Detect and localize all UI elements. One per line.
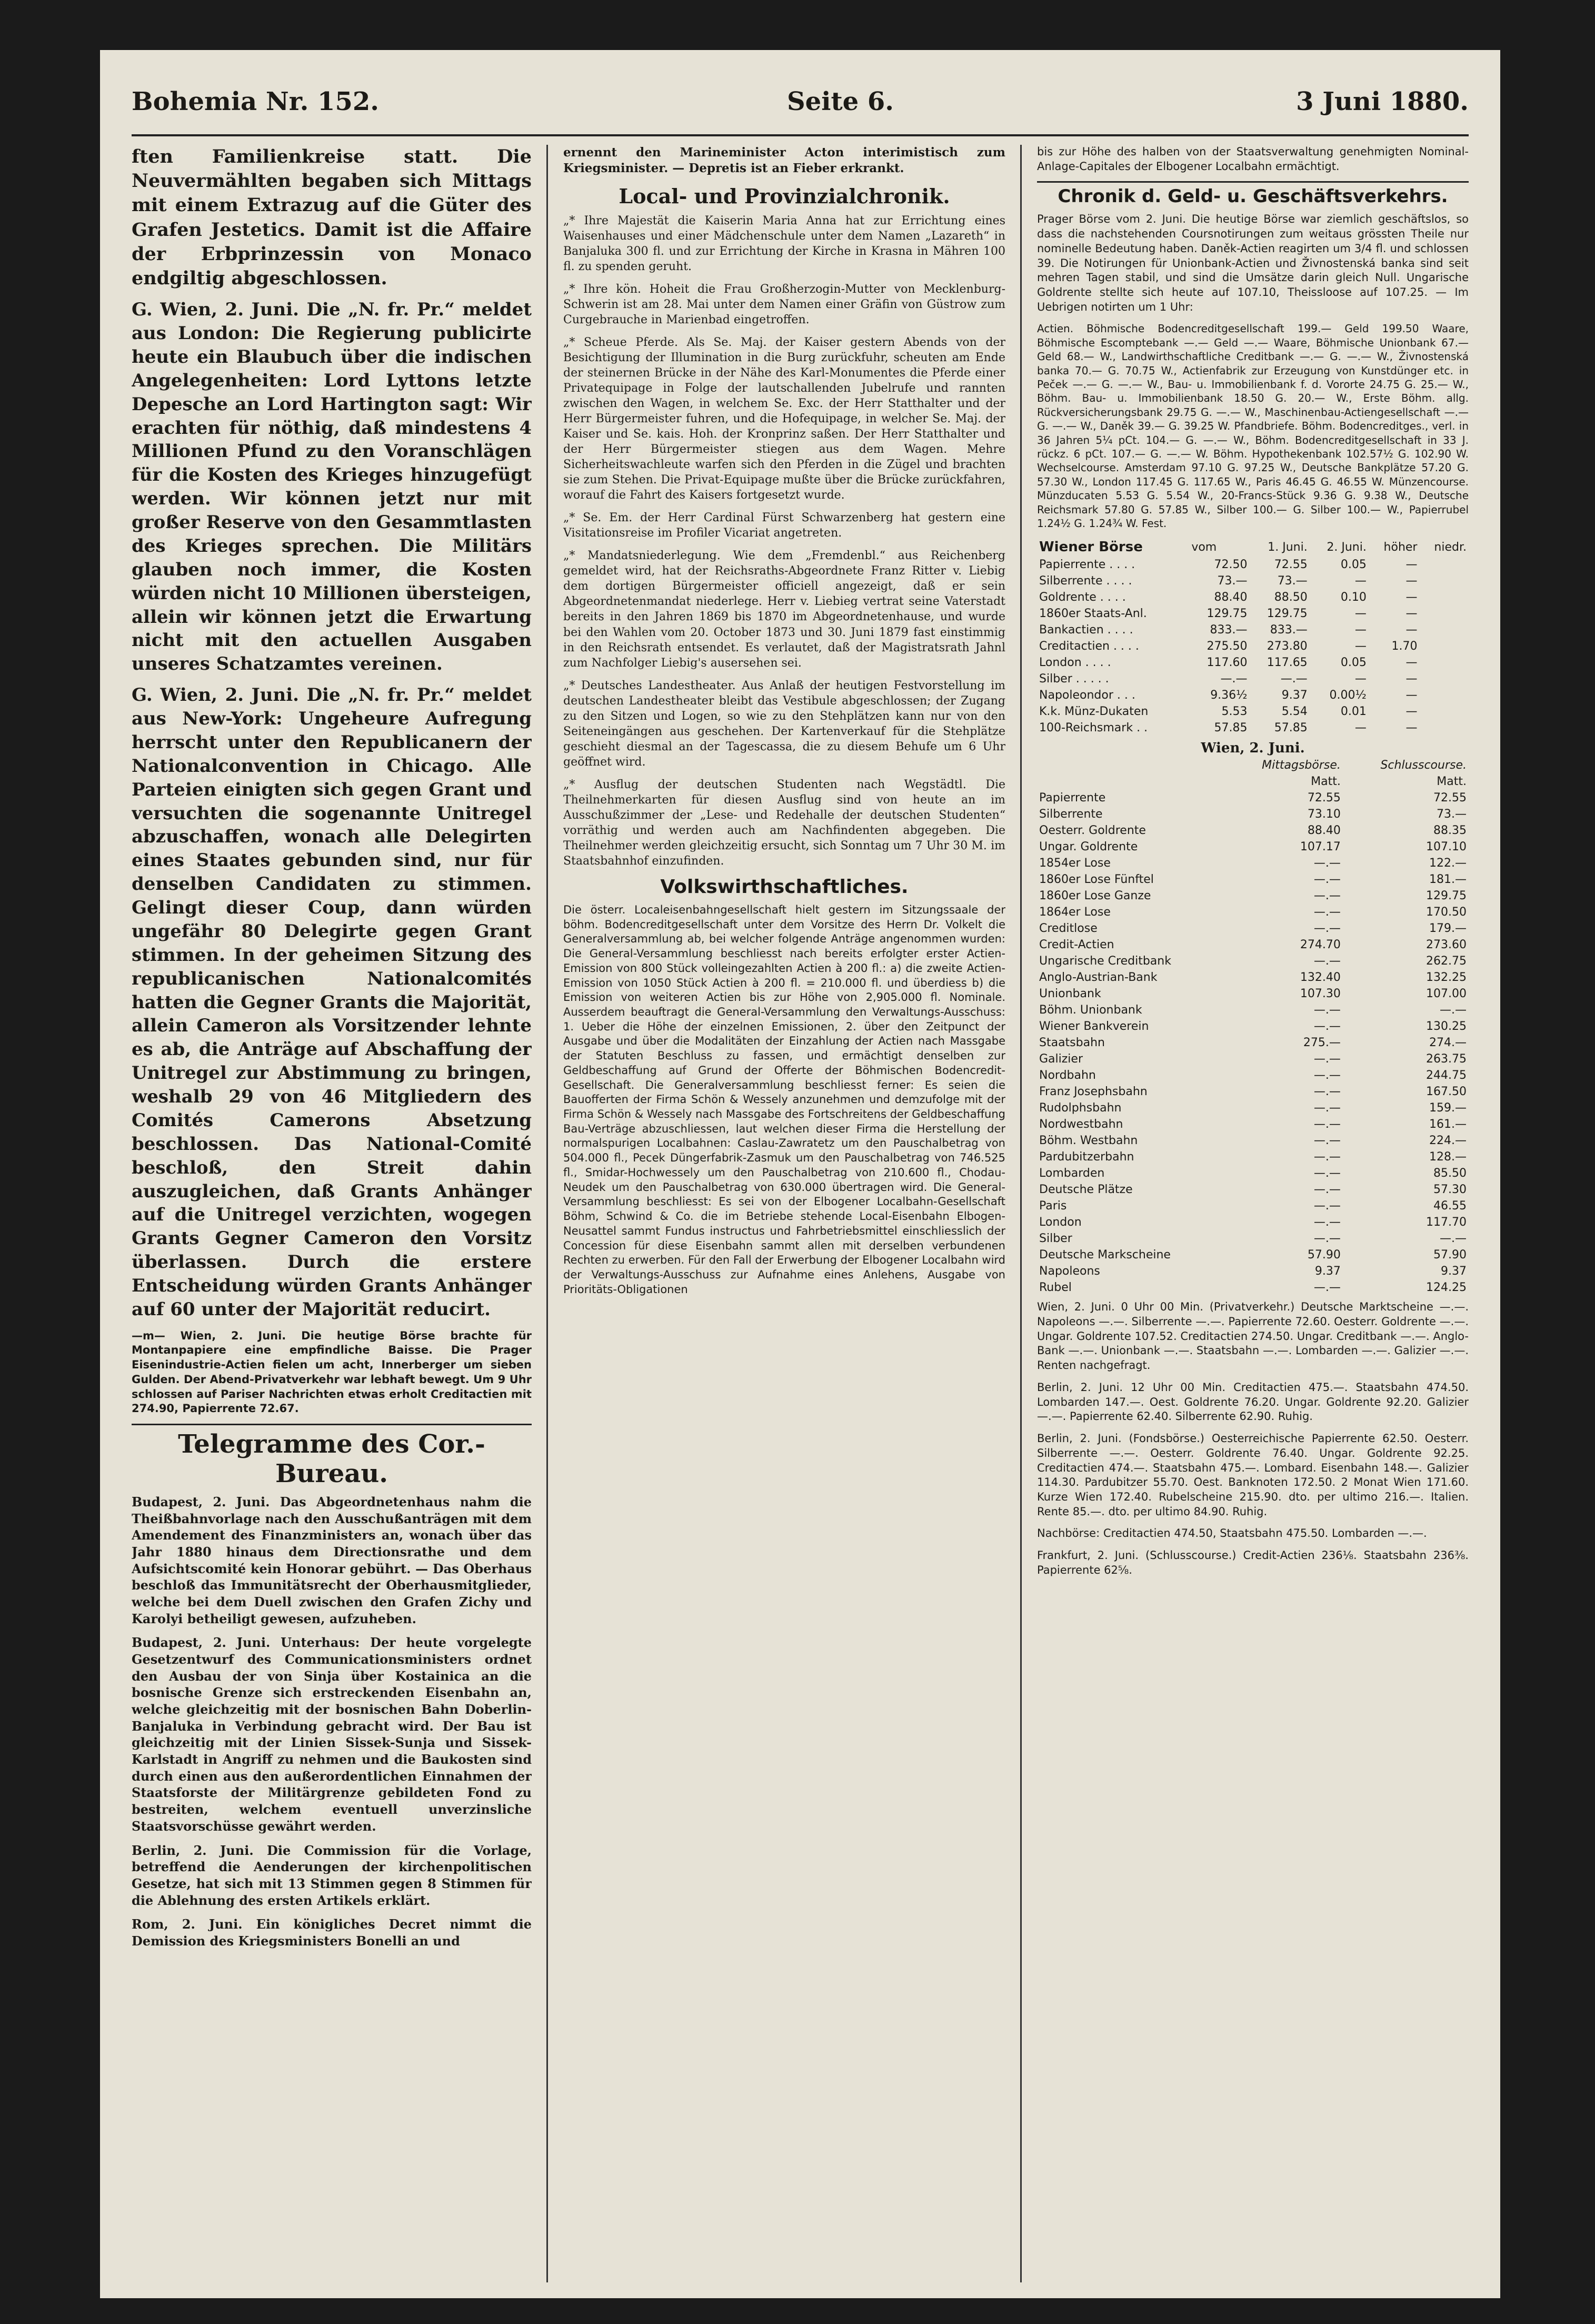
table-cell-value: 88.40 [1214,591,1248,604]
table-cell-label: 1860er Lose Ganze [1039,889,1151,903]
column-2 [563,145,1005,2282]
table-cell-value: 107.30 [1300,987,1341,1001]
article-paragraph: Wien, 2. Juni. 0 Uhr 00 Min. (Privatverkehr.) Deutsche Marktscheine —.—. Napoleons —.—. Silberrente —.—. Papierrente 72.60. Oesterr. Goldrente —.—. Ungar. Goldrente 107.52. Creditactien 274.50. Ungar. Creditbank —.—. Anglo-Bank —.—. Unionbank —.—. Staatsbahn —.—. Lombarden —.—. Galizier —.—. Renten nachgefragt. [1037,1300,1469,1372]
table-cell-label: 1854er Lose [1039,857,1111,870]
table-cell-value: 179.— [1429,922,1467,936]
table-cell-value: 117.60 [1207,656,1248,670]
table-row [1037,904,1469,920]
table-cell-value: 129.75 [1207,607,1248,621]
table-cell-label: Anglo-Austrian-Bank [1039,971,1158,985]
table-row [1037,671,1469,687]
table-row [1037,1116,1469,1133]
table-row [1037,871,1469,888]
article-paragraph: Budapest, 2. Juni. Das Abgeordnetenhaus nahm die Theißbahnvorlage nach den Ausschußanträgen mit dem Amendement des Finanzministers an, wonach über das Jahr 1880 hinaus dem Directionsrathe und dem Aufsichtscomité kein Honorar gebührt. — Das Oberhaus beschloß das Immunitätsrecht der Oberhausmitglieder, welche bei dem Duell zwischen den Grafen Zichy und Karolyi betheiligt gewesen, aufzuheben. [132,1494,532,1626]
column-3 [1037,145,1469,2282]
table-cell-value: 73.10 [1307,808,1341,821]
table-cell-label: Papierrente [1039,791,1106,805]
table-cell-label: Lombarden [1039,1167,1105,1180]
table-title: Wiener Börse [1039,539,1143,555]
table-cell-label: Oesterr. Goldrente [1039,824,1146,838]
table-cell-value: 9.37 [1314,1265,1341,1278]
table-cell-value: 0.10 [1340,591,1367,604]
table-row [1037,986,1469,1002]
table-cell-value: 263.75 [1426,1052,1467,1066]
table-row [1037,1279,1469,1296]
table-cell-label: London . . . . [1039,656,1111,670]
article-paragraph: bis zur Höhe des halben von der Staatsverwaltung genehmigten Nominal-Anlage-Capitales der Elbogener Localbahn ermächtigt. [1037,145,1469,173]
article-paragraph: Berlin, 2. Juni. Die Commission für die Vorlage, betreffend die Aenderungen der kirchenpolitischen Gesetze, hat sich mit 13 Stimmen gegen 8 Stimmen für die Ablehnung des ersten Artikels erklärt. [132,1842,532,1908]
table-row [1037,969,1469,986]
table-cell-value: — [1405,689,1418,702]
table-cell-value: —.— [1313,1085,1341,1099]
table-cell-label: Silberrente [1039,808,1103,821]
article-paragraph: ernennt den Marineminister Acton interimistisch zum Kriegsminister. — Depretis ist an Fieber erkrankt. [563,145,1005,176]
table-cell-label: 1864er Lose [1039,906,1111,919]
table-row [1037,1133,1469,1149]
table-cell-label: Galizier [1039,1052,1083,1066]
table-cell-label: Unionbank [1039,987,1101,1001]
table-cell-label: 100-Reichsmark . . [1039,721,1148,735]
table-cell-label: Paris [1039,1199,1067,1213]
table-cell-value: 117.70 [1426,1216,1467,1229]
table-row [1037,1067,1469,1084]
table-row [1037,1149,1469,1165]
table-cell-value: 88.40 [1307,824,1341,838]
table-header-row [1037,538,1469,557]
table-cell-value: 72.55 [1274,558,1308,572]
table-cell-value: — [1405,558,1418,572]
table-row [1037,557,1469,573]
table-cell-value: 72.50 [1214,558,1248,572]
table-cell-value: 57.30 [1433,1183,1467,1197]
table-cell-value: 5.53 [1221,705,1248,719]
table-cell-value: — [1354,721,1367,735]
table-row [1037,1198,1469,1214]
table-row [1037,687,1469,703]
table-cell-value: — [1405,591,1418,604]
article-paragraph: G. Wien, 2. Juni. Die „N. fr. Pr.“ meldet aus London: Die Regierung publicirte heute ein Blaubuch über die indischen Angelegenheiten: Lord Lyttons letzte Depesche an Lord Hartington sagt: Wir erachten für nöthig, daß mindestens 4 Millionen Pfund zu den Voranschlägen für die Kosten des Krieges hinzugefügt werden. Wir können jetzt nur mit großer Reserve von den Gesammtlasten des Krieges sprechen. Die Militärs glauben noch immer, die Kosten würden nicht 10 Millionen übersteigen, allein wir können jetzt die Erwartung nicht mit den actuellen Ausgaben unseres Schatzamtes vereinen. [132,299,532,675]
table-cell-value: —.— [1313,1281,1341,1295]
table-row [1037,1230,1469,1247]
table-cell-value: 170.50 [1426,906,1467,919]
table-cell-label: Franz Josephsbahn [1039,1085,1148,1099]
table-row [1037,1051,1469,1067]
table-cell-value: —.— [1220,672,1248,686]
table-cell-label: Nordwestbahn [1039,1118,1123,1131]
table-cell-value: —.— [1313,1183,1341,1197]
table-cell-label: London [1039,1216,1082,1229]
table-cell-label: Credit-Actien [1039,938,1114,952]
table-row [1037,720,1469,736]
page-number: Seite 6. [787,87,894,116]
table-cell-value: —.— [1313,1004,1341,1017]
table-cell-label: Deutsche Markscheine [1039,1248,1171,1262]
table-cell-value: —.— [1313,889,1341,903]
table-header-cell: höher [1383,540,1418,554]
table-cell-label: Pardubitzerbahn [1039,1150,1134,1164]
table-row [1037,1100,1469,1116]
article-paragraph: Frankfurt, 2. Juni. (Schlusscourse.) Credit-Actien 236⅛. Staatsbahn 236⅜. Papierrente 62⅝. [1037,1549,1469,1576]
table-cell-value: — [1354,640,1367,653]
table-row [1037,1035,1469,1051]
table-header-cell: vom [1191,540,1217,554]
article-paragraph: Berlin, 2. Juni. 12 Uhr 00 Min. Creditactien 475.—. Staatsbahn 474.50. Lombarden 147.—. Oest. Goldrente 76.20. Ungar. Goldrente 92.20. Galizier —.—. Papierrente 62.40. Silberrente 62.90. Ruhig. [1037,1381,1469,1423]
table-cell-value: 181.— [1429,873,1467,887]
table-row [1037,1214,1469,1230]
table-header-cell: Matt. [1311,775,1341,789]
table-row [1037,605,1469,622]
table-cell-value: 0.01 [1340,705,1367,719]
table-cell-value: 57.85 [1274,721,1308,735]
table-cell-value: 73.— [1277,574,1308,588]
table-cell-value: — [1354,607,1367,621]
table-header-cell: Schlusscourse. [1380,759,1467,772]
table-cell-value: — [1405,607,1418,621]
table-cell-value: 224.— [1429,1134,1467,1148]
table-cell-value: 274.70 [1300,938,1341,952]
table-cell-value: — [1354,623,1367,637]
table-cell-value: —.— [1313,857,1341,870]
table-cell-label: 1860er Lose Fünftel [1039,873,1154,887]
page-date: 3 Juni 1880. [1296,87,1469,116]
table-cell-label: Deutsche Plätze [1039,1183,1133,1197]
article-paragraph: Budapest, 2. Juni. Unterhaus: Der heute vorgelegte Gesetzentwurf des Communicationsministers ordnet den Ausbau der von Sinja über Kostainica an die bosnische Grenze sich erstreckenden Eisenbahn an, welche gleichzeitig mit der bosnischen Bahn Doberlin-Banjaluka in Verbindung gebracht wird. Der Bau ist gleichzeitig mit der Linien Sissek-Sunja und Sissek-Karlstadt in Angriff zu nehmen und die Baukosten sind durch einen aus den außerordentlichen Einnahmen der Staatsforste der Militärgrenze gebildeten Fond zu bestreiten, welchem eventuell unverzinsliche Staatsvorschüsse gewährt werden. [132,1635,532,1834]
table-cell-label: Rudolphsbahn [1039,1101,1122,1115]
table-cell-label: Böhm. Unionbank [1039,1004,1142,1017]
table-row [1037,1084,1469,1100]
table-cell-value: —.— [1313,1150,1341,1164]
newspaper-page [100,50,1500,2298]
table-cell-label: Bankactien . . . . [1039,623,1133,637]
article-paragraph: —m— Wien, 2. Juni. Die heutige Börse brachte für Montanpapiere eine empfindliche Baisse. Die Prager Eisenindustrie-Actien fielen um acht, Innerberger um sieben Gulden. Der Abend-Privatverkehr war lebhaft bewegt. Um 9 Uhr schlossen auf Pariser Nachrichten etwas erholt Creditactien mit 274.90, Papierrente 72.67. [132,1329,532,1415]
table-row [1037,920,1469,937]
article-paragraph: Prager Börse vom 2. Juni. Die heutige Börse war ziemlich geschäftslos, so dass die nachstehenden Coursnotirungen zum weitaus grössten Theile nur nominelle Bedeutung haben. Daněk-Actien reagirten um 3/4 fl. und schlossen 39. Die Notirungen für Unionbank-Actien und Živnostenská banka sind seit mehren Tagen stabil, und sind die Umsätze darin gleich Null. Ungarische Goldrente stellte sich heute auf 107.10, Theissloose auf 107.25. — Im Uebrigen notirten um 1 Uhr: [1037,213,1469,313]
table-cell-value: 57.85 [1214,721,1248,735]
table-cell-value: —.— [1313,1134,1341,1148]
table-cell-value: —.— [1313,1167,1341,1180]
table-cell-value: 9.37 [1281,689,1308,702]
table-cell-value: 0.05 [1340,656,1367,670]
table-cell-value: 161.— [1429,1118,1467,1131]
table-row [1037,654,1469,671]
table-cell-value: 132.25 [1426,971,1467,985]
table-cell-value: 107.17 [1300,840,1341,854]
table-cell-value: — [1354,672,1367,686]
section-heading-chronik: Chronik d. Geld- u. Geschäftsverkehrs. [1037,181,1469,207]
article-paragraph: „* Scheue Pferde. Als Se. Maj. der Kaiser gestern Abends von der Besichtigung der Illumination in die Burg zurückfuhr, scheuten am Ende der steinernen Brücke in der Nähe des Karl-Monumentes die Pferde einer Privatequipage in Folge der lautschallenden Jubelrufe und rannten zwischen den Wagen, in welchem Se. Exc. der Herr Statthalter und der Herr Bürgermeister fuhren, und die Hofequipage, in welcher Se. Maj. der Kaiser und Se. kais. Hoh. der Kronprinz saßen. Der Herr Statthalter und der Herr Bürgermeister stiegen aus dem Wagen. Mehre Sicherheitswachleute warfen sich den Pferden in die Zügel und brachten sie zum Stehen. Die Privat-Equipage mußte über die Brücke zurückfahren, worauf die Fahrt des Kaisers fortgesetzt wurde. [563,335,1005,502]
table-cell-value: 167.50 [1426,1085,1467,1099]
table-cell-value: — [1405,574,1418,588]
table-cell-value: 129.75 [1426,889,1467,903]
article-paragraph: „* Deutsches Landestheater. Aus Anlaß der heutigen Festvorstellung im deutschen Landestheater bleibt das Vestibule abgeschlossen; der Zugang zu den Sitzen und Logen, so wie zu den Stehplätzen kann nur von den Seiteneingängen aus geschehen. Der Kartenverkauf für die Stehplätze geschieht diesmal an der Tagescassa, die zu diesem Behufe um 6 Uhr geöffnet wird. [563,679,1005,769]
table-cell-label: Creditlose [1039,922,1098,936]
table-cell-value: 107.10 [1426,840,1467,854]
article-paragraph: Berlin, 2. Juni. (Fondsbörse.) Oesterreichische Papierrente 62.50. Oesterr. Silberrente —.—. Oesterr. Goldrente 76.40. Ungar. Goldrente 92.25. Creditactien 474.—. Staatsbahn 475.—. Lombard. Eisenbahn 148.—. Galizier 114.30. Pardubitzer 55.70. Oest. Banknoten 172.50. 2 Monat Wien 171.60. Kurze Wien 172.40. Rubelscheine 215.90. dto. per ultimo 216.—. Italien. Rente 85.—. dto. per ultimo 84.90. Ruhig. [1037,1432,1469,1518]
table-row [1037,888,1469,904]
column-1 [132,145,532,2282]
table-cell-value: 117.65 [1267,656,1308,670]
table-cell-value: 275.— [1303,1036,1341,1050]
table-row [1037,638,1469,654]
article-paragraph: „* Se. Em. der Herr Cardinal Fürst Schwarzenberg hat gestern eine Visitationsreise im Profiler Vicariat angetreten. [563,511,1005,540]
table-cell-value: — [1405,705,1418,719]
table-row [1037,703,1469,720]
table-cell-value: 124.25 [1426,1281,1467,1295]
table-cell-value: 0.00½ [1329,689,1367,702]
table-cell-value: —.— [1313,1232,1341,1246]
table-cell-value: —.— [1440,1004,1467,1017]
table-cell-value: —.— [1313,1069,1341,1082]
table-cell-value: 274.— [1429,1036,1467,1050]
table-row [1037,855,1469,871]
table-cell-label: K.k. Münz-Dukaten [1039,705,1149,719]
table-cell-value: —.— [1280,672,1308,686]
table-cell-value: 129.75 [1267,607,1308,621]
table-cell-label: Silber . . . . . [1039,672,1109,686]
table-cell-value: —.— [1313,1199,1341,1213]
table-row [1037,573,1469,589]
table-row [1037,589,1469,605]
table-cell-value: 72.55 [1433,791,1467,805]
table-cell-value: 5.54 [1281,705,1308,719]
table-cell-value: — [1405,672,1418,686]
table-row [1037,822,1469,839]
table-cell-label: Böhm. Westbahn [1039,1134,1138,1148]
table-cell-label: Goldrente . . . . [1039,591,1126,604]
table-row [1037,790,1469,806]
table-cell-value: —.— [1313,873,1341,887]
table-row [1037,1247,1469,1263]
article-paragraph: Die österr. Localeisenbahngesellschaft hielt gestern im Sitzungssaale der böhm. Bodencreditgesellschaft unter dem Vorsitze des Herrn Dr. Volkelt die Generalversammlung ab, bei welcher folgende Anträge angenommen wurden: Die General-Versammlung beschliesst nach bereits erfolgter erster Actien-Emission von 800 Stück volleingezahlten Actien à 200 fl.: a) die zweite Actien-Emission von 1050 Stück Actien à 200 fl. = 210.000 fl. und überdiess b) die Emission von weiteren Actien bis zur Höhe von 2,905.000 fl. Nominale. Ausserdem beauftragt die General-Versammlung den Verwaltungs-Ausschuss: 1. Ueber die Höhe der einzelnen Emissionen, 2. über den Zeitpunct der Ausgabe und über die Modalitäten der Einzahlung der Actien nach Massgabe der Statuten Beschluss zu fassen, und ermächtigt denselben zur Geldbeschaffung auf Grund der Offerte der Böhmischen Bodencredit-Gesellschaft. Die Generalversammlung beschliesst ferner: Es seien die Bauofferten der Firma Schön & Wessely anzunehmen und demzufolge mit der Firma Schön & Wessely nach Massgabe des Fortschreitens der Geldbeschaffung Bau-Verträge abzuschliessen, laut welchen dieser Firma die Herstellung der normalspurigen Localbahnen: Caslau-Zawratetz um den Pauschalbetrag von 504.000 fl., Pecek Düngerfabrik-Zasmuk um den Pauschalbetrag von 746.525 fl., Smidar-Hochwessely um den Pauschalbetrag von 210.600 fl., Chodau-Neudek um den Pauschalbetrag von 630.000 übertragen wird. Die General-Versammlung beschliesst: Es sei von der Elbogener Localbahn-Gesellschaft Böhm, Schwind & Co. die im Betriebe stehende Local-Eisenbahn Elbogen-Neusattel sammt Fundus instructus und Fahrbetriebsmittel einschliesslich der Concession für diese Eisenbahn sammt allen mit derselben verbundenen Rechten zu erwerben. Für den Fall der Erwerbung der Elbogener Localbahn wird der Verwaltungs-Ausschuss zur Aufnahme eines Anlehens, Ausgabe von Prioritäts-Obligationen [563,903,1005,1296]
table-cell-value: —.— [1313,955,1341,968]
table-cell-label: Ungarische Creditbank [1039,955,1171,968]
table-cell-value: — [1405,656,1418,670]
wiener-boerse-table [1037,538,1469,736]
article-paragraph: „* Ihre Majestät die Kaiserin Maria Anna hat zur Errichtung eines Waisenhauses und einer Mädchenschule unter dem Namen „Lazareth“ in Banjaluka 300 fl. und zur Errichtung der Kirche in Krasna in Mähren 100 fl. zu spenden geruht. [563,214,1005,273]
table-cell-value: 72.55 [1307,791,1341,805]
table-cell-value: 833.— [1210,623,1248,637]
article-paragraph: G. Wien, 2. Juni. Die „N. fr. Pr.“ meldet aus New-York: Ungeheure Aufregung herrscht unter den Republicanern der Nationalconvention in Chicago. Alle Parteien einigten sich gegen Grant und versuchten die sogenannte Unitregel abzuschaffen, wonach alle Delegirten eines Staates gebunden sind, nur für denselben Candidaten zu stimmen. Gelingt dieser Coup, dann würden ungefähr 80 Delegirte gegen Grant stimmen. In der geheimen Sitzung des republicanischen Nationalcomités hatten die Gegner Grants die Majorität, allein Cameron als Vorsitzender lehnte es ab, die Anträge auf Abschaffung der Unitregel zur Abstimmung zu bringen, weshalb 29 von 46 Mitgliedern des Comités Camerons Absetzung beschlossen. Das National-Comité beschloß, den Streit dahin auszugleichen, daß Grants Anhänger auf die Unitregel verzichten, wogegen Grants Gegner Cameron den Vorsitz überlassen. Durch die erstere Entscheidung würden Grants Anhänger auf 60 unter der Majorität reducirt. [132,684,532,1320]
table-cell-value: 128.— [1429,1150,1467,1164]
table-header-cell: Mittagsbörse. [1262,759,1341,772]
table-cell-label: 1860er Staats-Anl. [1039,607,1147,621]
table-row [1037,1002,1469,1018]
table-cell-value: 122.— [1429,857,1467,870]
table-cell-value: 73.— [1217,574,1248,588]
table-header-cell: Matt. [1437,775,1467,789]
article-paragraph: „* Ihre kön. Hoheit die Frau Großherzogin-Mutter von Mecklenburg-Schwerin ist am 28. Mai unter dem Namen einer Gräfin von Güstrow zum Curgebrauche in Marienbad eingetroffen. [563,282,1005,326]
table-cell-value: 88.35 [1433,824,1467,838]
table-cell-value: —.— [1440,1232,1467,1246]
table-cell-label: Ungar. Goldrente [1039,840,1138,854]
table-cell-value: 130.25 [1426,1020,1467,1034]
section-heading-telegramme: Telegramme des Cor.-Bureau. [132,1424,532,1488]
table-cell-label: Papierrente . . . . [1039,558,1135,572]
table-row [1037,622,1469,638]
table-cell-value: 1.70 [1391,640,1418,653]
table-cell-label: Napoleons [1039,1265,1100,1278]
masthead-left: Bohemia Nr. 152. [132,87,379,116]
table-row [1037,1263,1469,1279]
table-cell-value: 262.75 [1426,955,1467,968]
table-cell-label: Silberrente . . . . [1039,574,1132,588]
table-cell-value: 833.— [1270,623,1308,637]
article-paragraph: ften Familienkreise statt. Die Neuvermählten begaben sich Mittags mit einem Extrazug auf die Güter des Grafen Jestetics. Damit ist die Affaire der Erbprinzessin von Monaco endgiltig abgeschlossen. [132,146,532,289]
table-cell-value: 244.75 [1426,1069,1467,1082]
table-header-cell: niedr. [1434,540,1467,554]
table-cell-value: 73.— [1437,808,1467,821]
wien-heading: Wien, 2. Juni. [1201,740,1305,757]
table-row [1037,937,1469,953]
table-cell-value: —.— [1313,906,1341,919]
table-cell-value: 273.60 [1426,938,1467,952]
article-paragraph: „* Mandatsniederlegung. Wie dem „Fremdenbl.“ aus Reichenberg gemeldet wird, hat der Reichsraths-Abgeordnete Franz Ritter v. Liebig dem dortigen Bürgermeister officiell angezeigt, daß er sein Abgeordnetenmandat niederlege. Herr v. Liebieg vertrat seine Vaterstadt bereits in den Jahren 1869 bis 1870 im Abgeordnetenhause, und wurde bei den Wahlen vom 20. October 1873 und 30. Juni 1879 fast einstimmig in den Reichsrath entsendet. Es verlautet, daß der Magistratsrath Jahnl zum Nachfolger Liebig's ausersehen sei. [563,549,1005,670]
wien-schluss-table [1037,757,1469,1296]
section-heading-volkswirtschaft: Volkswirthschaftliches. [660,876,909,898]
section-heading-local: Local- und Provinzialchronik. [619,184,950,208]
article-paragraph: Rom, 2. Juni. Ein königliches Decret nimmt die Demission des Kriegsministers Bonelli an und [132,1916,532,1949]
table-row [1037,1018,1469,1035]
table-cell-value: 57.90 [1433,1248,1467,1262]
page-header [132,76,1469,136]
table-row [1037,839,1469,855]
table-cell-label: Wiener Bankverein [1039,1020,1149,1034]
article-paragraph: „* Ausflug der deutschen Studenten nach Wegstädtl. Die Theilnehmerkarten für diesen Ausflug sind von heute an im Ausschußzimmer der „Lese- und Redehalle der deutschen Studenten“ vorräthig und werden auch am Nachfindenten abgegeben. Die Theilnehmer werden gleichzeitig ersucht, sich Sonntag um 7 Uhr 30 M. im Staatsbahnhof einzufinden. [563,778,1005,868]
table-cell-value: 132.40 [1300,971,1341,985]
table-cell-value: 9.36½ [1210,689,1248,702]
table-cell-value: 9.37 [1441,1265,1467,1278]
article-paragraph: Actien. Böhmische Bodencreditgesellschaft 199.— Geld 199.50 Waare, Böhmische Escomptebank —.— Geld —.— Waare, Böhmische Unionbank 67.— Geld 68.— W., Landwirthschaftliche Creditbank —.— G. —.— W., Živnostenská banka 70.— G. 70.75 W., Actienfabrik zur Erzeugung von Kunstdünger etc. in Peček —.— G. —.— W., Bau- u. Immobilienbank f. d. Vororte 24.75 G. 25.— W., Böhm. Bau- u. Immobilienbank 18.50 G. 20.— W., Erste Böhm. allg. Rückversicherungsbank 29.75 G. —.— W., Maschinenbau-Actiengesellschaft —.— G. —.— W., Daněk 39.— G. 39.25 W. Pfandbriefe. Böhm. Bodencreditges., verl. in 36 Jahren 5¼ pCt. 104.— G. —.— W., Böhm. Bodencreditgesellschaft in 33 J. rückz. 6 pCt. 107.— G. —.— W. Böhm. Hypothekenbank 102.57½ G. 102.90 W. Wechselcourse. Amsterdam 97.10 G. 97.25 W., Deutsche Bankplätze 57.20 G. 57.30 W., London 117.45 G. 117.65 W., Paris 46.45 G. 46.55 W. Münzencourse. Münzducaten 5.53 G. 5.54 W., 20-Francs-Stück 9.36 G. 9.38 W., Deutsche Reichsmark 57.80 G. 57.85 W., Silber 100.— G. Silber 100.— W., Papierrubel 1.24½ G. 1.24¾ W. Fest. [1037,322,1469,530]
table-cell-label: Staatsbahn [1039,1036,1105,1050]
table-cell-label: Creditactien . . . . [1039,640,1139,653]
table-cell-value: — [1405,721,1418,735]
table-row [1037,953,1469,969]
table-cell-value: — [1405,623,1418,637]
table-cell-value: 46.55 [1433,1199,1467,1213]
table-cell-value: — [1354,574,1367,588]
table-cell-value: —.— [1313,1118,1341,1131]
table-cell-label: Silber [1039,1232,1072,1246]
table-cell-label: Napoleondor . . . [1039,689,1135,702]
table-cell-label: Rubel [1039,1281,1072,1295]
table-header-row [1037,757,1469,773]
table-cell-value: 88.50 [1274,591,1308,604]
table-cell-value: 275.50 [1207,640,1248,653]
table-cell-label: Nordbahn [1039,1069,1096,1082]
table-cell-value: 273.80 [1267,640,1308,653]
table-cell-value: 85.50 [1433,1167,1467,1180]
table-row [1037,1181,1469,1198]
table-header-cell: 2. Juni. [1327,540,1367,554]
table-header-cell: 1. Juni. [1268,540,1308,554]
table-cell-value: 0.05 [1340,558,1367,572]
table-cell-value: —.— [1313,1101,1341,1115]
table-cell-value: 159.— [1429,1101,1467,1115]
table-cell-value: —.— [1313,922,1341,936]
table-header-row [1037,773,1469,790]
table-row [1037,806,1469,822]
table-cell-value: —.— [1313,1052,1341,1066]
column-rule-1 [546,145,548,2282]
table-cell-value: —.— [1313,1020,1341,1034]
article-paragraph: Nachbörse: Creditactien 474.50, Staatsbahn 475.50. Lombarden —.—. [1037,1527,1427,1540]
table-cell-value: 57.90 [1307,1248,1341,1262]
table-row [1037,1165,1469,1181]
column-rule-2 [1020,145,1022,2282]
table-cell-value: —.— [1313,1216,1341,1229]
table-cell-value: 107.00 [1426,987,1467,1001]
